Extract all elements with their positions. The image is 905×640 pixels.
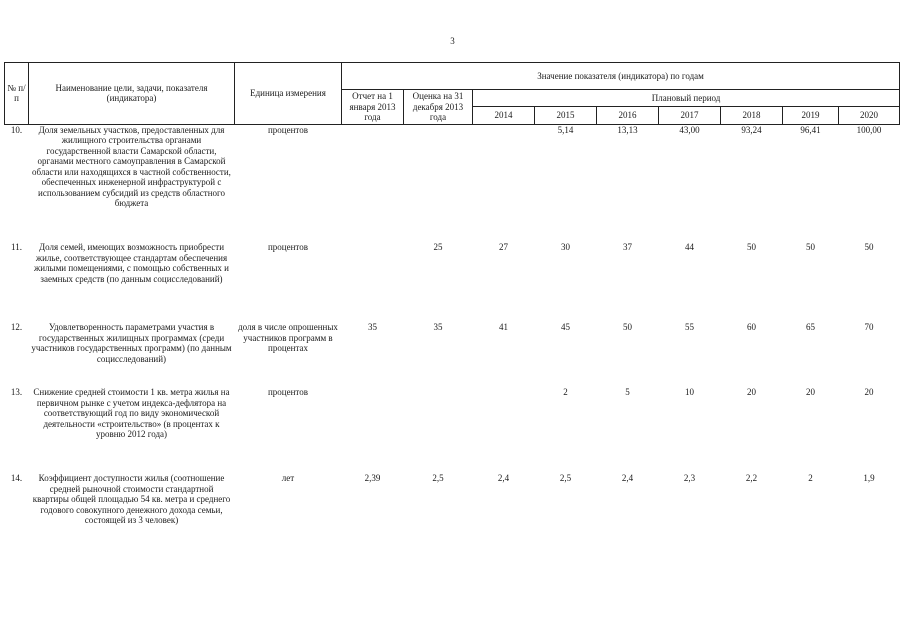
header-report: Отчет на 1 января 2013 года <box>342 90 404 125</box>
row-value: 20 <box>806 387 815 397</box>
row-unit: процентов <box>267 242 308 252</box>
row-value: 2 <box>563 387 568 397</box>
row-value: 96,41 <box>800 124 821 135</box>
header-num: № п/п <box>5 63 29 125</box>
row-value: 2,3 <box>683 473 696 483</box>
row-num: 14. <box>10 473 23 483</box>
indicators-table <box>4 62 900 553</box>
row-value <box>473 387 535 473</box>
row-value: 55 <box>685 322 694 332</box>
row-value: 60 <box>747 322 756 332</box>
header-year: 2018 <box>721 107 783 124</box>
row-unit: процентов <box>267 387 308 397</box>
row-value: 13,13 <box>617 124 638 135</box>
row-value: 2,2 <box>745 473 758 483</box>
row-report <box>342 242 404 322</box>
row-num: 11. <box>11 242 22 252</box>
row-value: 30 <box>561 242 570 252</box>
row-estimate <box>404 124 473 242</box>
row-num: 13. <box>10 387 23 397</box>
table-row <box>5 473 900 553</box>
row-estimate: 35 <box>433 322 443 332</box>
row-value: 43,00 <box>679 124 700 135</box>
row-value: 2 <box>808 473 813 483</box>
row-value: 27 <box>499 242 508 252</box>
table-row <box>5 124 900 242</box>
header-name: Наименование цели, задачи, показателя (индикатора) <box>29 63 235 125</box>
header-year: 2016 <box>597 107 659 124</box>
row-name: Доля земельных участков, предоставленных для жилищного строительства органами государственной власти Самарской области, органами местного самоуправления в Самарской области или находящихся в частной собственности, обеспеченных инженерной инфраструктурой с использованием субсидий из средств областного бюджета <box>32 124 231 208</box>
row-value: 2,4 <box>497 473 510 483</box>
row-value: 20 <box>747 387 756 397</box>
row-num: 10. <box>10 124 23 135</box>
header-year: 2020 <box>839 107 900 124</box>
row-value: 44 <box>685 242 694 252</box>
row-name: Снижение средней стоимости 1 кв. метра жилья на первичном рынке с учетом индекса-дефлятора на соответствующий год по виду экономической деятельности «строительство» (в процентах к уровню 2012 года) <box>33 387 230 439</box>
row-unit: лет <box>281 473 295 483</box>
row-report <box>342 124 404 242</box>
row-report: 2,39 <box>364 473 381 483</box>
header-values-by-year: Значение показателя (индикатора) по годам <box>342 63 900 90</box>
row-value: 2,5 <box>559 473 572 483</box>
row-name: Доля семей, имеющих возможность приобрести жилье, соответствующее стандартам обеспечения жилыми помещениями, с помощью собственных и заемных средств (по данным социсследований) <box>34 242 229 284</box>
row-name: Коэффициент доступности жилья (соотношение средней рыночной стоимости стандартной квартиры общей площадью 54 кв. метра и среднего годового совокупного денежного дохода семьи, состоящей из 3 человек) <box>32 473 231 525</box>
row-estimate <box>404 387 473 473</box>
header-unit: Единица измерения <box>235 63 342 125</box>
header-estimate: Оценка на 31 декабря 2013 года <box>404 90 473 125</box>
header-year: 2019 <box>783 107 839 124</box>
row-value: 45 <box>561 322 570 332</box>
row-report <box>342 387 404 473</box>
row-estimate: 2,5 <box>432 473 444 483</box>
row-value <box>473 124 535 242</box>
row-value: 10 <box>685 387 694 397</box>
header-year: 2014 <box>473 107 535 124</box>
row-value: 2,4 <box>621 473 634 483</box>
row-name: Удовлетворенность параметрами участия в государственных жилищных программах (среди участников государственных программ) (по данным социсследований) <box>31 322 232 364</box>
row-unit: доля в числе опрошенных участников программ в процентах <box>238 322 338 353</box>
row-value: 5,14 <box>557 124 574 135</box>
table-row <box>5 387 900 473</box>
row-value: 100,00 <box>856 124 882 135</box>
page-number: 3 <box>450 36 455 46</box>
row-value: 70 <box>864 322 874 332</box>
row-value: 65 <box>806 322 815 332</box>
row-value: 50 <box>864 242 874 252</box>
row-value: 20 <box>864 387 874 397</box>
row-value: 50 <box>623 322 632 332</box>
header-year: 2015 <box>535 107 597 124</box>
row-num: 12. <box>10 322 23 332</box>
row-value: 50 <box>806 242 815 252</box>
row-value: 1,9 <box>863 473 875 483</box>
table-row <box>5 242 900 322</box>
row-estimate: 25 <box>433 242 443 252</box>
row-value: 5 <box>625 387 630 397</box>
row-value: 50 <box>747 242 756 252</box>
table-row <box>5 322 900 387</box>
row-report: 35 <box>368 322 377 332</box>
row-unit: процентов <box>267 124 308 135</box>
header-plan-period: Плановый период <box>473 90 900 107</box>
row-value: 41 <box>499 322 508 332</box>
row-value: 93,24 <box>741 124 762 135</box>
row-value: 37 <box>623 242 632 252</box>
header-year: 2017 <box>659 107 721 124</box>
